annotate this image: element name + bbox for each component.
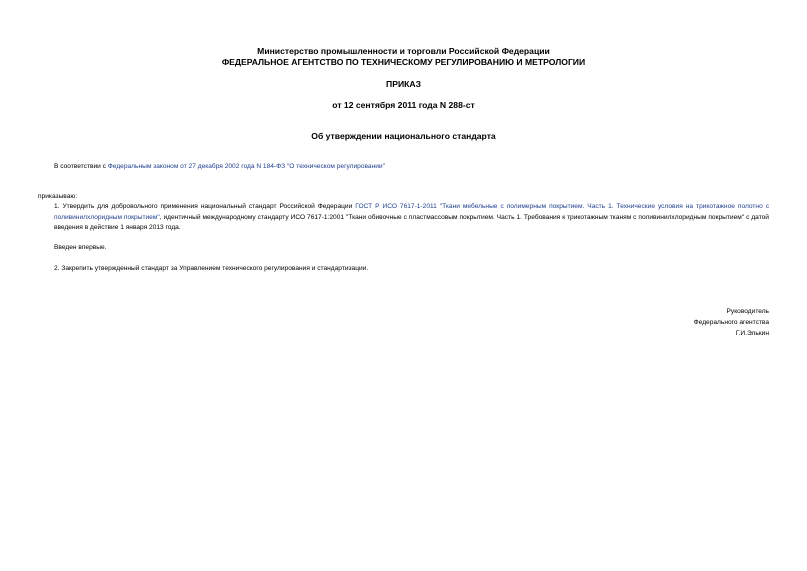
preamble-text: В соответствии с: [54, 163, 108, 170]
order-word: приказываю:: [38, 193, 78, 200]
signature-name: Г.И.Элькин: [735, 330, 769, 337]
federal-law-link[interactable]: Федеральным законом от 27 декабря 2002 года N 184-ФЗ "О техническом регулировании": [107, 163, 385, 170]
document-date-number: от 12 сентября 2011 года N 288-ст: [332, 100, 475, 110]
item-1-paragraph: [54, 202, 769, 234]
ministry-title: Министерство промышленности и торговли Российской Федерации: [257, 46, 550, 56]
signature-org: Федерального агентства: [693, 319, 769, 326]
item-2-paragraph: 2. Закрепить утвержденный стандарт за Управлением технического регулирования и стандартизации.: [54, 265, 369, 272]
document-subject: Об утверждении национального стандарта: [311, 131, 496, 141]
signature-title: Руководитель: [726, 308, 769, 315]
document-type: ПРИКАЗ: [386, 79, 421, 89]
document-page: [38, 0, 769, 571]
gost-standard-link[interactable]: ГОСТ Р ИСО 7617-1-2011 "Ткани мебельные с полимерным покрытием. Часть 1. Технические условия на трикотажное полотно с поливинилхлоридным покрытием": [54, 203, 769, 221]
item-1-suffix: , идентичный международному стандарту ИСО 7617-1:2001 "Ткани обивочные с пластмассовым покрытием. Часть 1. Требования к трикотажным тканям с поливинилхлоридным покрытием" с датой введения в действие 1 января 2013 года.: [54, 213, 769, 231]
agency-title: ФЕДЕРАЛЬНОЕ АГЕНТСТВО ПО ТЕХНИЧЕСКОМУ РЕГУЛИРОВАНИЮ И МЕТРОЛОГИИ: [221, 57, 586, 67]
preamble-paragraph: [54, 162, 385, 172]
introduced-note: Введен впервые.: [54, 244, 107, 251]
item-1-prefix: 1. Утвердить для добровольного применения национальный стандарт Российской Федерации: [54, 203, 356, 210]
